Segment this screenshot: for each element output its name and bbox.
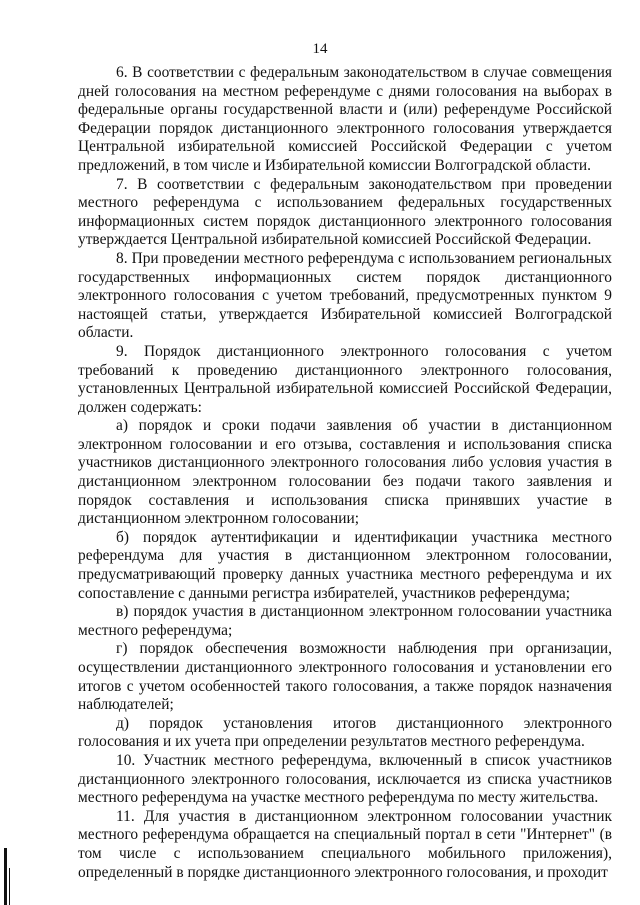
paragraph-11: 11. Для участия в дистанционном электронном голосовании участник местного референдума обращается на специальный портал в сети "Интернет" (в том числе с использованием специального мобильного приложения), определенный в порядке дистанционного электронного голосования, и проходит (78, 807, 612, 881)
paragraph-6: 6. В соответствии с федеральным законодательством в случае совмещения дней голосования на местном референдуме с днями голосования на выборах в федеральные органы государственной власти и (или) референдуме Российской Федерации порядок дистанционного электронного голосования утверждается Центральной избирательной комиссией Российской Федерации с учетом предложений, в том числе и Избирательной комиссии Волгоградской области. (78, 64, 612, 174)
document-body (78, 64, 612, 882)
scan-edge-mark (4, 848, 7, 905)
subparagraph-d: д) порядок установления итогов дистанционного электронного голосования и их учета при определении результатов местного референдума. (78, 714, 612, 751)
subparagraph-g: г) порядок обеспечения возможности наблюдения при организации, осуществлении дистанционного электронного голосования и установлении его итогов с учетом особенностей такого голосования, а также порядок назначения наблюдателей; (78, 640, 612, 714)
paragraph-10: 10. Участник местного референдума, включенный в список участников дистанционного электронного голосования, исключается из списка участников местного референдума на участке местного референдума по месту жительства. (78, 751, 612, 807)
paragraph-9: 9. Порядок дистанционного электронного голосования с учетом требований к проведению дистанционного электронного голосования, установленных Центральной избирательной комиссией Российской Федерации, должен содержать: (78, 342, 612, 416)
paragraph-7: 7. В соответствии с федеральным законодательством при проведении местного референдума с использованием федеральных государственных информационных систем порядок дистанционного электронного голосования утверждается Центральной избирательной комиссией Российской Федерации. (78, 175, 612, 249)
page-number: 14 (312, 41, 328, 57)
scan-edge-mark-thin (9, 868, 10, 905)
paragraph-8: 8. При проведении местного референдума с использованием региональных государственных информационных систем порядок дистанционного электронного голосования с учетом требований, предусмотренных пунктом 9 настоящей статьи, утверждается Избирательной комиссией Волгоградской области. (78, 249, 612, 342)
subparagraph-a: а) порядок и сроки подачи заявления об участии в дистанционном электронном голосовании и его отзыва, составления и использования списка участников дистанционного электронного голосования либо условия участия в дистанционном электронном голосовании без подачи такого заявления и порядок составления и использования списка принявших участие в дистанционном электронном голосовании; (78, 417, 612, 528)
subparagraph-b: б) порядок аутентификации и идентификации участника местного референдума для участия в дистанционном электронном голосовании, предусматривающий проверку данных участника местного референдума и их сопоставление с данными регистра избирателей, участников референдума; (78, 528, 612, 602)
subparagraph-v: в) порядок участия в дистанционном электронном голосовании участника местного референдума; (78, 603, 612, 639)
